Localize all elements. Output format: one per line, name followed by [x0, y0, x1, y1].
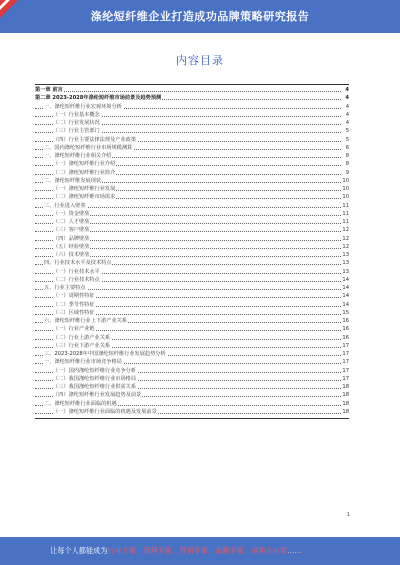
toc-entry[interactable]	[35, 169, 349, 177]
toc-entry-text: （二）季节性特征	[53, 301, 95, 308]
toc-entry[interactable]	[35, 334, 349, 342]
toc-entry-page: 14	[342, 293, 349, 300]
toc-entry-page: 5	[345, 136, 349, 143]
toc-entry[interactable]	[35, 193, 349, 201]
toc-entry-page: 4	[345, 120, 349, 126]
toc-entry[interactable]	[35, 358, 349, 366]
toc-entry-text: （一）涤纶短纤维行业介绍	[53, 161, 116, 168]
toc-entry[interactable]	[35, 325, 349, 333]
toc-entry[interactable]	[35, 103, 349, 111]
toc-entry-page: 12	[342, 235, 349, 242]
toc-entry-page: 17	[342, 367, 349, 374]
toc-entry-text: 第一章 前言	[35, 87, 63, 93]
toc-entry[interactable]	[35, 210, 349, 218]
toc-entry[interactable]	[35, 235, 349, 243]
toc-entry-page: 18	[342, 392, 349, 399]
toc-entry-page: 4	[345, 111, 349, 118]
toc-entry-text: （一）行业基本概念	[53, 111, 100, 118]
toc-entry-text: （一）行业技术水平	[53, 268, 100, 275]
toc-entry-page: 11	[342, 219, 349, 225]
toc-entry[interactable]	[35, 350, 349, 358]
toc-entry[interactable]	[35, 259, 349, 267]
toc-entry-text: （二）行业上游产业关系	[53, 334, 111, 341]
toc-entry-page: 16	[342, 334, 349, 341]
toc-entry[interactable]	[35, 268, 349, 276]
toc-entry[interactable]	[35, 317, 349, 325]
toc-entry-text: （一）周期性特征	[53, 293, 95, 300]
toc-entry-page: 9	[345, 169, 349, 176]
toc-entry-text: 第二章 2023-2028年涤纶短纤维市场前景及趋势预测	[35, 95, 162, 102]
toc-entry[interactable]	[35, 251, 349, 259]
toc-entry[interactable]	[35, 136, 349, 144]
toc-entry-page: 17	[342, 351, 349, 357]
toc-entry-page: 4	[345, 87, 349, 93]
toc-entry-page: 17	[342, 375, 349, 382]
toc-entry-text: （二）行业发展状况	[53, 120, 100, 126]
toc-entry[interactable]	[35, 375, 349, 383]
toc-entry[interactable]	[35, 185, 349, 193]
toc-entry-page: 13	[342, 252, 349, 258]
toc-entry-page: 14	[342, 301, 349, 308]
toc-leader-dots	[35, 91, 341, 92]
footer-highlight: 行业专家、管理专家、营销专家、战略专家、成功企业家	[107, 546, 288, 555]
toc-entry[interactable]	[35, 144, 349, 152]
toc-entry-page: 16	[342, 318, 349, 324]
footer-slogan	[50, 537, 302, 565]
toc-entry-text: 二、涤纶短纤维行业面临的机遇	[44, 400, 117, 407]
toc-entry-text: （四）行业主要法律法规及产业政策	[53, 136, 137, 143]
toc-entry-page: 5	[345, 128, 349, 135]
toc-entry[interactable]	[35, 301, 349, 309]
toc-entry-page: 18	[342, 400, 349, 407]
toc-entry-page: 12	[342, 227, 349, 234]
toc-entry-page: 8	[345, 161, 349, 168]
toc-entry-text: 三、2023-2028年中国涤纶短纤维行业发展趋势分析	[44, 351, 166, 357]
toc-entry-page: 18	[342, 384, 349, 390]
toc-entry-page: 6	[345, 144, 349, 151]
toc-entry-text: （三）行业下游产业关系	[53, 342, 111, 349]
toc-entry[interactable]	[35, 218, 349, 226]
toc-entry[interactable]	[35, 202, 349, 210]
toc-entry[interactable]	[35, 119, 349, 127]
toc-entry-text: （一）行业产业链	[53, 326, 95, 333]
toc-top-rule	[35, 84, 349, 85]
toc-entry-text: 一、涤纶短纤维行业市场竞争格局	[44, 359, 122, 366]
toc-entry-page: 10	[342, 186, 349, 192]
toc-entry-text: （一）涤纶短纤维行业发展	[53, 186, 116, 192]
toc-entry-page: 11	[342, 210, 349, 217]
toc-entry[interactable]	[35, 391, 349, 399]
toc-entry-page: 14	[342, 276, 349, 283]
toc-entry-text: （三）我国涤纶短纤维行业供需关系	[53, 384, 137, 390]
toc-entry[interactable]	[35, 243, 349, 251]
toc-entry-text: （三）区域性特征	[53, 309, 95, 316]
toc-entry-text: （四）品牌壁垒	[53, 235, 90, 242]
toc-entry-text: （四）涤纶短纤维行业发展趋势及前景	[53, 392, 142, 399]
toc-entry-text: （五）经验壁垒	[53, 243, 90, 250]
toc-entry[interactable]	[35, 292, 349, 300]
page-number: 1	[346, 512, 350, 518]
footer-tail: ……	[287, 546, 302, 555]
toc-entry[interactable]	[35, 276, 349, 284]
toc-entry-text: 二、涤纶短纤维发展现状	[44, 177, 102, 184]
toc-entry-page: 13	[342, 268, 349, 275]
toc-entry[interactable]	[35, 400, 349, 408]
toc-entry-page: 10	[342, 194, 349, 201]
toc-entry-text: 四、行业技术水平及技术特点	[44, 260, 112, 267]
toc-entry[interactable]	[35, 383, 349, 391]
toc-entry-text: （二）涤纶短纤维市场需求	[53, 194, 116, 201]
toc-entry[interactable]	[35, 127, 349, 135]
toc-entry[interactable]	[35, 152, 349, 160]
toc-entry[interactable]	[35, 160, 349, 168]
toc-entry[interactable]	[35, 86, 349, 94]
toc-entry[interactable]	[35, 367, 349, 375]
toc-entry[interactable]	[35, 111, 349, 119]
toc-entry-page: 11	[342, 202, 349, 209]
toc-entry-page: 13	[342, 260, 349, 267]
toc-entry-text: （二）我国涤纶短纤维行业市场格局	[53, 375, 137, 382]
toc-entry-text: 二、国内涤纶短纤维行业市场规模测算	[44, 144, 133, 151]
toc-entry-text: （六）技术壁垒	[53, 252, 90, 258]
toc-entry-page: 18	[342, 408, 349, 415]
toc-entry-page: 16	[342, 326, 349, 333]
toc-entry-page: 15	[342, 309, 349, 316]
toc-entry-text: （三）客户壁垒	[53, 227, 90, 234]
toc-entry-text: 五、行业主要特点	[44, 285, 86, 291]
toc-entry-text: （二）人才壁垒	[53, 219, 90, 225]
toc-entry-text: （二）行业技术特点	[53, 276, 100, 283]
toc-entry-text: 一、涤纶短纤维行业相关介绍	[44, 153, 112, 159]
toc-entry-page: 17	[342, 359, 349, 366]
toc-entry-page: 12	[342, 243, 349, 250]
toc-entry[interactable]	[35, 226, 349, 234]
footer-lead: 让每个人都能成为	[50, 546, 108, 555]
toc-entry-text: （一）涤纶短纤维行业面临的机遇及发展前景	[53, 408, 157, 415]
toc-entry-page: 17	[342, 342, 349, 349]
toc-entry[interactable]	[35, 342, 349, 350]
toc-entry-text: 一、涤纶短纤维行业宏观环境分析	[44, 103, 122, 110]
table-of-contents	[35, 86, 349, 416]
toc-entry-text: （一）资金壁垒	[53, 210, 90, 217]
toc-bottom-rule	[35, 418, 349, 419]
toc-entry-text: （三）行业主管部门	[53, 128, 100, 135]
toc-entry[interactable]	[35, 177, 349, 185]
report-title: 涤纶短纤维企业打造成功品牌策略研究报告	[90, 10, 310, 23]
toc-entry[interactable]	[35, 284, 349, 292]
toc-entry-page: 4	[345, 103, 349, 110]
toc-entry-text: （一）国内涤纶短纤维行业竞争分析	[53, 367, 137, 374]
toc-entry[interactable]	[35, 408, 349, 416]
toc-entry-page: 4	[345, 95, 349, 102]
toc-entry-text: 三、行业进入壁垒	[44, 202, 86, 209]
toc-entry-page: 10	[342, 177, 349, 184]
toc-entry-page: 8	[345, 153, 349, 159]
toc-entry[interactable]	[35, 309, 349, 317]
toc-entry-page: 14	[342, 285, 349, 291]
toc-entry-text: 六、涤纶短纤维行业上下游产业关系	[44, 318, 128, 324]
toc-title: 内容目录	[176, 54, 224, 67]
toc-entry[interactable]	[35, 94, 349, 102]
toc-entry-text: （二）涤纶短纤维行业简介	[53, 169, 116, 176]
